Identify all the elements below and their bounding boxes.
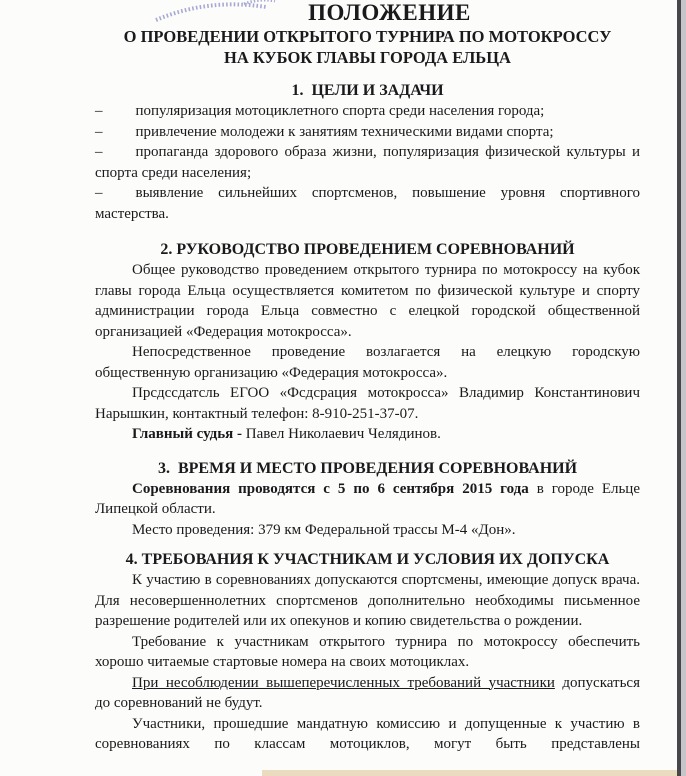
list-item: [95, 183, 640, 224]
dash-bullet-marker: –: [95, 103, 103, 119]
text-run: Соревнования проводятся с 5 по 6 сентября 2015 года: [132, 480, 529, 497]
text-run: Требование к участникам открытого турнира по мотокроссу обеспечить хорошо читаемые стартовые номера на своих мотоциклах.: [95, 633, 640, 670]
text-run: Павел Николаевич Челядинов.: [245, 426, 441, 442]
text-run: популяризация мотоциклетного спорта среди населения города;: [135, 103, 545, 119]
text-run: в городе Ельце Липецкой области.: [95, 480, 640, 517]
section-heading: 2. РУКОВОДСТВО ПРОВЕДЕНИЕМ СОРЕВНОВАНИЙ: [160, 241, 575, 258]
paragraph: [95, 714, 640, 755]
page-edge-margin: [681, 0, 686, 776]
list-item: [95, 122, 640, 143]
text-run: пропаганда здорового образа жизни, популяризация физической культуры и спорта среди населения;: [95, 144, 640, 181]
section-heading: 1. ЦЕЛИ И ЗАДАЧИ: [291, 82, 444, 99]
paragraph: [95, 570, 640, 632]
text-run: При несоблюдении вышеперечисленных требований участники: [132, 674, 555, 691]
section-heading: 3. ВРЕМЯ И МЕСТО ПРОВЕДЕНИЯ СОРЕВНОВАНИЙ: [157, 459, 578, 477]
text-run: Участники, прошедшие мандатную комиссию и допущенные к участию в соревнованиях по классам мотоциклов, могут быть представлены: [95, 715, 640, 752]
paragraph: [95, 342, 640, 383]
text-run: допускаться до соревнований не будут.: [95, 674, 640, 711]
text-run: выявление сильнейших спортсменов, повышение уровня спортивного мастерства.: [95, 185, 640, 222]
document-title-line-3: НА КУБОК ГЛАВЫ ГОРОДА ЕЛЬЦА: [224, 48, 511, 67]
section-heading: 4. ТРЕБОВАНИЯ К УЧАСТНИКАМ И УСЛОВИЯ ИХ ДОПУСКА: [125, 551, 610, 568]
document-sections: [95, 81, 640, 755]
text-run: Общее руководство проведением открытого турнира по мотокроссу на кубок главы города Ельца осуществляется комитетом по физической культуре и спорту администрации города Ельца совместно с елецкой городской общественной организацией «Федерация мотокросса».: [95, 262, 640, 340]
paragraph: [95, 424, 640, 445]
text-run: Место проведения: 379 км Федеральной трассы М-4 «Дон».: [132, 521, 516, 538]
text-run: К участию в соревнованиях допускаются спортсмены, имеющие допуск врача. Для несовершеннолетних спортсменов дополнительно необходимы письменное разрешение родителей или их опекунов и копию свидетельства о рождении.: [95, 572, 640, 629]
list-item: [95, 101, 640, 122]
text-run: привлечение молодежи к занятиям техническими видами спорта;: [135, 123, 554, 140]
paragraph: [95, 520, 640, 541]
paragraph: [95, 673, 640, 714]
paragraph: [95, 260, 640, 342]
document-body: [95, 0, 640, 755]
text-run: Прсдссдатсль ЕГОО «Фсдсрация мотокросса» Владимир Константинович Нарышкин, контактный телефон: 8-910-251-37-07.: [95, 385, 640, 422]
text-run: Непосредственное проведение возлагается на елецкую городскую общественную организацию «Федерация мотокросса».: [95, 344, 640, 381]
dash-bullet-marker: –: [95, 185, 103, 201]
text-run: Главный судья -: [132, 426, 246, 442]
paragraph: [95, 632, 640, 673]
paragraph: [95, 383, 640, 424]
dash-bullet-marker: –: [95, 123, 103, 140]
next-page-edge: [262, 770, 677, 776]
list-item: [95, 142, 640, 183]
document-title-line-2: О ПРОВЕДЕНИИ ОТКРЫТОГО ТУРНИРА ПО МОТОКРОССУ: [123, 27, 612, 46]
document-title-line-1: ПОЛОЖЕНИЕ: [308, 0, 471, 25]
document-title-block: [95, 0, 640, 68]
dash-bullet-marker: –: [95, 144, 103, 160]
paragraph: [95, 479, 640, 520]
